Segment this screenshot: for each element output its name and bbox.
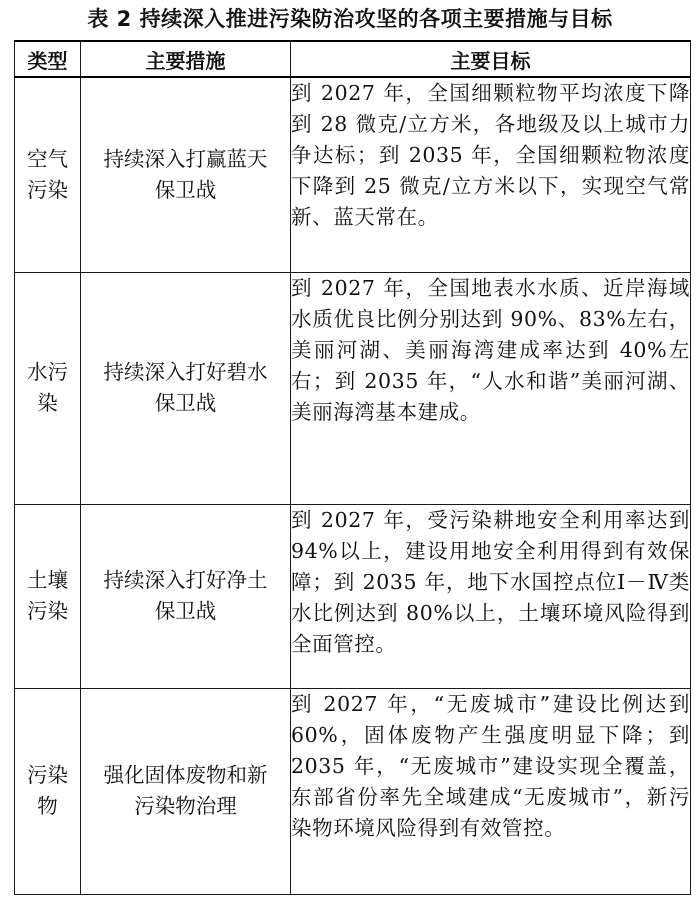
type-line: 水污 (27, 360, 68, 384)
goal-cell: 到 2027 年，“无废城市”建设比例达到 60%，固体废物产生强度明显下降；到 2035 年，“无废城市”建设实现全覆盖，东部省份率先全域建成“无废城市”，新污染物环境风险得到有效管控。 (291, 688, 691, 894)
measure-line: 保卫战 (154, 391, 217, 415)
measures-table (14, 40, 691, 895)
type-cell (15, 504, 81, 688)
header-goal: 主要目标 (291, 41, 691, 77)
measure-cell (81, 272, 291, 504)
type-line: 污染 (27, 763, 68, 787)
table-row-air-pollution (15, 77, 691, 272)
measure-cell (81, 504, 291, 688)
table-row-pollutants (15, 688, 691, 894)
measure-cell (81, 77, 291, 272)
measure-cell (81, 688, 291, 894)
header-measure: 主要措施 (81, 41, 291, 77)
measure-line: 保卫战 (154, 177, 217, 202)
type-line: 染 (37, 391, 58, 415)
table-row-water-pollution (15, 272, 691, 504)
type-line: 物 (37, 794, 58, 818)
measure-line: 污染物治理 (134, 794, 237, 818)
measure-line: 保卫战 (154, 599, 217, 623)
table-row-soil-pollution (15, 504, 691, 688)
goal-cell: 到 2027 年，全国地表水水质、近岸海域水质优良比例分别达到 90%、83%左右，美丽河湖、美丽海湾建成率达到 40%左右；到 2035 年，“人水和谐”美丽河湖、美丽海湾基本建成。 (291, 272, 691, 504)
type-line: 空气 (27, 146, 68, 171)
measure-line: 持续深入打赢蓝天 (103, 146, 268, 171)
type-line: 土壤 (27, 568, 68, 592)
type-line: 污染 (27, 599, 68, 623)
measure-line: 持续深入打好碧水 (103, 360, 268, 384)
goal-cell: 到 2027 年，全国细颗粒物平均浓度下降到 28 微克/立方米，各地级及以上城市力争达标；到 2035 年，全国细颗粒物浓度下降到 25 微克/立方米以下，实现空气常新、蓝天常在。 (291, 77, 691, 272)
type-cell (15, 77, 81, 272)
measure-line: 持续深入打好净土 (103, 568, 268, 592)
measure-line: 强化固体废物和新 (103, 763, 268, 787)
type-cell (15, 688, 81, 894)
header-type: 类型 (15, 41, 81, 77)
table-caption: 表 2 持续深入推进污染防治攻坚的各项主要措施与目标 (87, 7, 613, 31)
table-header-row (15, 41, 691, 77)
type-line: 污染 (27, 177, 68, 202)
goal-cell: 到 2027 年，受污染耕地安全利用率达到 94%以上，建设用地安全利用得到有效保障；到 2035 年，地下水国控点位Ⅰ－Ⅳ类水比例达到 80%以上，土壤环境风险得到全面管控。 (291, 504, 691, 688)
type-cell (15, 272, 81, 504)
